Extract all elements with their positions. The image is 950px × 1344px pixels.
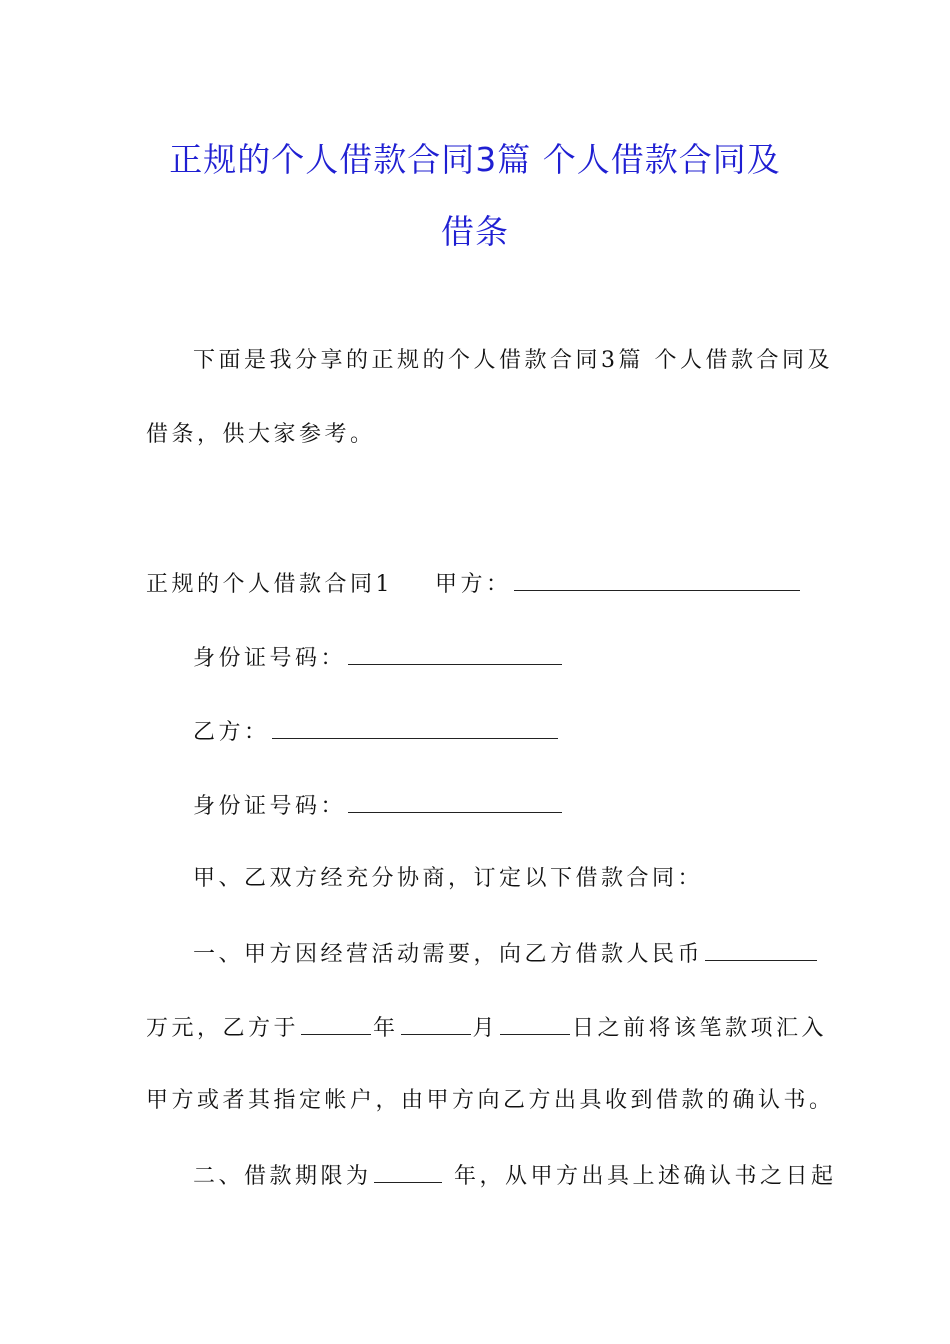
amount-blank[interactable] [705, 938, 817, 961]
day-blank[interactable] [500, 1012, 570, 1035]
party-a-blank[interactable] [514, 568, 800, 591]
agreement-line: 甲、乙双方经充分协商，订定以下借款合同： [193, 866, 704, 891]
clause2-text1: 二、借款期限为 [193, 1164, 372, 1189]
year-label: 年 [373, 1016, 399, 1041]
contract-heading: 正规的个人借款合同1 [146, 572, 393, 597]
clause2-line1 [193, 1160, 837, 1192]
clause2-text2: 年，从甲方出具上述确认书之日起 [443, 1164, 837, 1189]
clause1-line1 [193, 938, 819, 970]
party-b-label: 乙方： [193, 720, 270, 745]
clause1-text3: 日之前将该笔款项汇入 [572, 1016, 828, 1041]
clause1-text2: 万元，乙方于 [146, 1016, 300, 1041]
document-title-line2: 借条 [441, 212, 509, 251]
clause1-text1: 一、甲方因经营活动需要，向乙方借款人民币 [193, 942, 704, 967]
clause1-line2 [146, 1012, 827, 1044]
clause1-line3: 甲方或者其指定帐户，由甲方向乙方出具收到借款的确认书。 [146, 1088, 835, 1113]
intro-line2: 借条，供大家参考。 [146, 422, 376, 447]
id-label-b: 身份证号码： [193, 794, 347, 819]
id-b-blank[interactable] [348, 790, 562, 813]
intro-line1: 下面是我分享的正规的个人借款合同3篇 个人借款合同及 [193, 348, 833, 373]
party-a-label: 甲方： [435, 572, 512, 597]
month-label: 月 [472, 1016, 499, 1041]
term-blank[interactable] [374, 1160, 442, 1183]
id-label-a: 身份证号码： [193, 646, 347, 671]
month-blank[interactable] [401, 1012, 471, 1035]
party-b-blank[interactable] [272, 716, 558, 739]
id-a-blank[interactable] [348, 642, 562, 665]
document-title-line1: 正规的个人借款合同3篇 个人借款合同及 [169, 140, 781, 179]
year-blank[interactable] [301, 1012, 371, 1035]
id-b-row [193, 790, 564, 822]
party-a-row [146, 568, 802, 600]
party-b-row [193, 716, 560, 748]
id-a-row [193, 642, 564, 674]
